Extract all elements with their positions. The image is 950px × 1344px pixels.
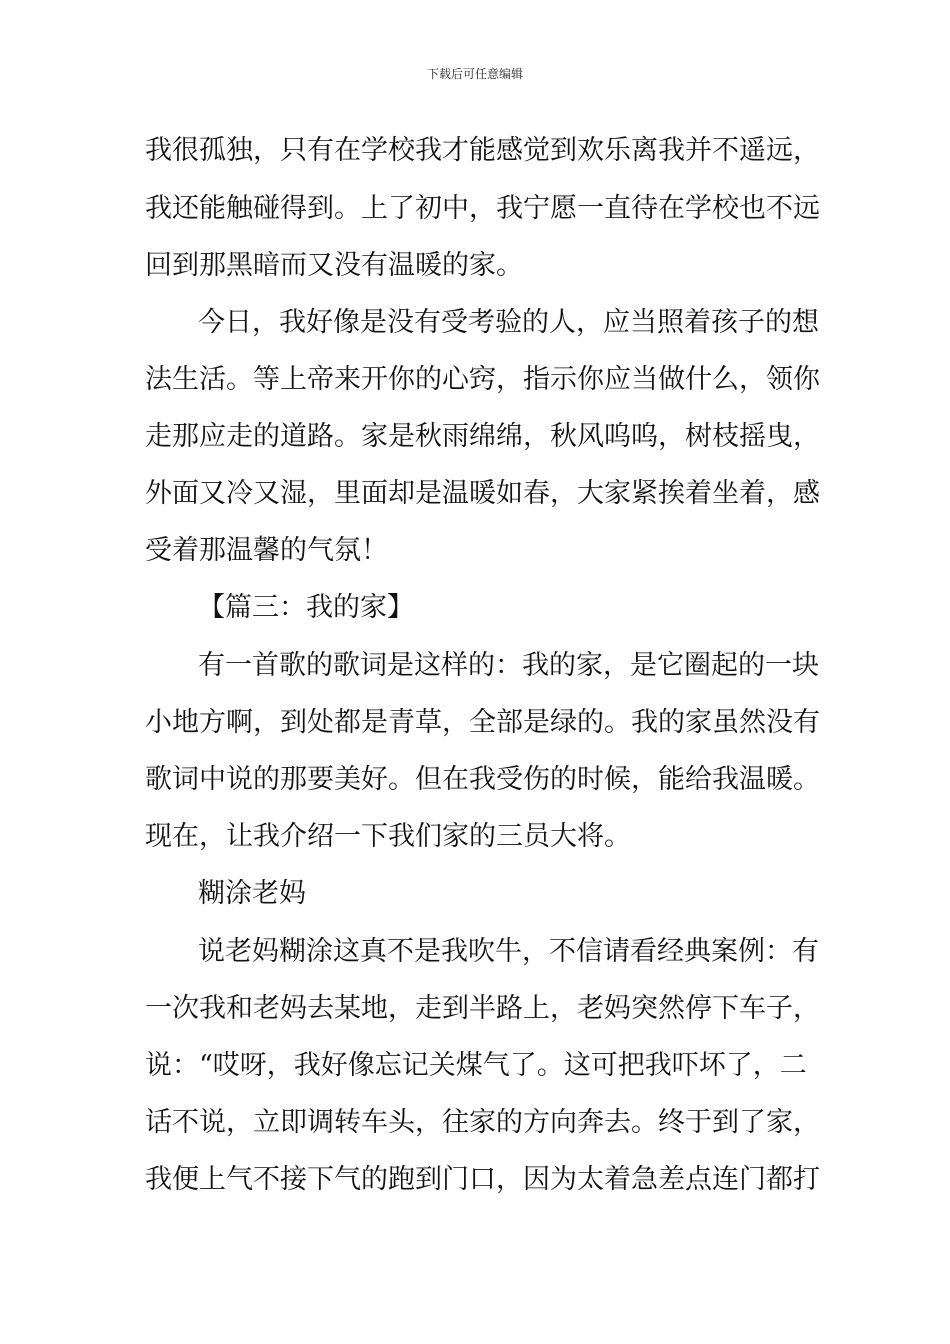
paragraph-line: 今日，我好像是没有受考验的人，应当照着孩子的想 [198, 307, 819, 338]
paragraph-line: 我很孤独，只有在学校我才能感觉到欢乐离我并不遥远， [145, 135, 820, 166]
subheading: 糊涂老妈 [198, 878, 306, 909]
paragraph-line: 我还能触碰得到。上了初中，我宁愿一直待在学校也不远 [145, 193, 820, 224]
paragraph-line: 话不说，立即调转车头，往家的方向奔去。终于到了家， [145, 1107, 820, 1138]
paragraph-line: 回到那黑暗而又没有温暖的家。 [145, 250, 523, 281]
paragraph-line: 说老妈糊涂这真不是我吹牛，不信请看经典案例：有 [198, 936, 819, 967]
paragraph-line: 一次我和老妈去某地，走到半路上，老妈突然停下车子， [145, 993, 820, 1024]
paragraph-line: 法生活。等上帝来开你的心窍，指示你应当做什么，领你 [145, 364, 820, 395]
paragraph-line: 外面又冷又湿，里面却是温暖如春，大家紧挨着坐着，感 [145, 478, 820, 509]
paragraph-line: 现在，让我介绍一下我们家的三员大将。 [145, 821, 631, 852]
paragraph-line: 我便上气不接下气的跑到门口，因为太着急差点连门都打 [145, 1164, 820, 1195]
paragraph-line: 受着那温馨的气氛！ [145, 535, 388, 566]
paragraph-line: 歌词中说的那要美好。但在我受伤的时候，能给我温暖。 [145, 764, 820, 795]
page-header: 下载后可任意编辑 [426, 67, 523, 81]
paragraph-line: 说：“哎呀，我好像忘记关煤气了。这可把我吓坏了，二 [145, 1050, 807, 1081]
paragraph-line: 有一首歌的歌词是这样的：我的家，是它圈起的一块 [198, 650, 819, 681]
paragraph-line: 小地方啊，到处都是青草，全部是绿的。我的家虽然没有 [145, 707, 820, 738]
paragraph-line: 走那应走的道路。家是秋雨绵绵，秋风呜呜，树枝摇曳， [145, 421, 820, 452]
section-heading: 【篇三：我的家】 [198, 592, 414, 623]
